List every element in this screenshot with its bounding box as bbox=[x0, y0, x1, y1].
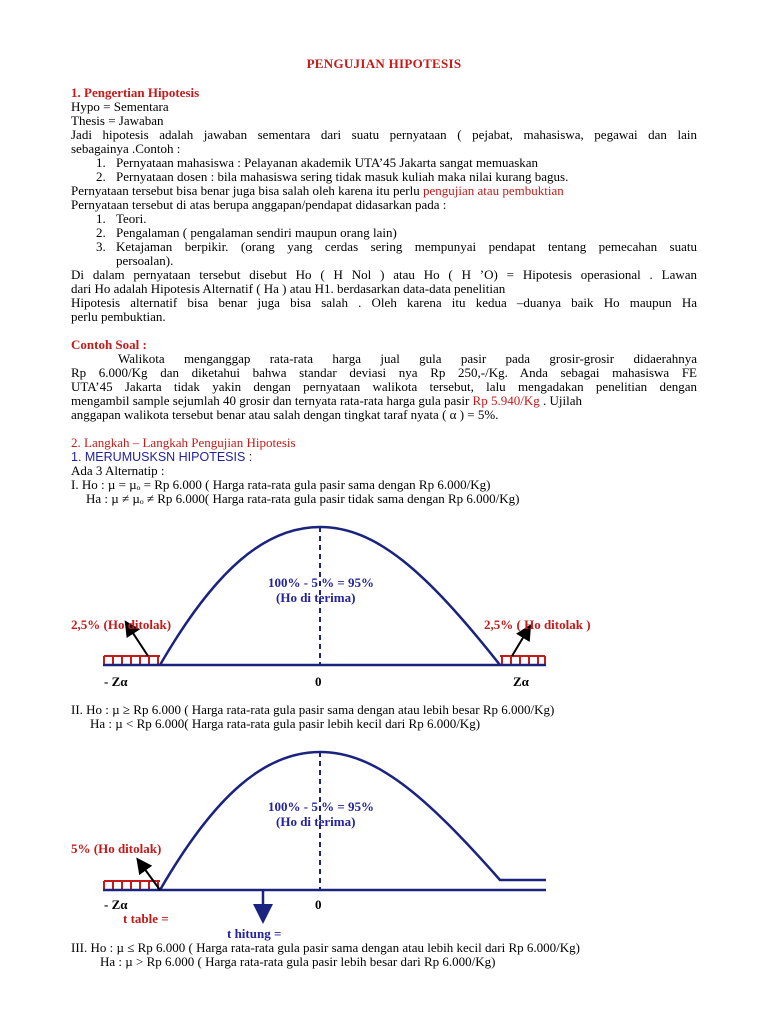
example-1-number: 1. bbox=[96, 155, 106, 170]
left-reject-label: 2,5% (Ho ditolak) bbox=[71, 617, 172, 632]
basis-2: Pengalaman ( pengalaman sendiri maupun orang lain) bbox=[116, 225, 397, 240]
center-axis-label-2: 0 bbox=[315, 897, 322, 912]
right-reject-arrow bbox=[512, 631, 527, 656]
paragraph-1a: Jadi hipotesis adalah jawaban sementara dari suatu pernyataan ( pejabat, mahasiswa, pegawai dan lain bbox=[71, 127, 697, 142]
example-line-4-end: . Ujilah bbox=[539, 393, 582, 408]
basis-2-number: 2. bbox=[96, 225, 106, 240]
example-2: Pernyataan dosen : bila mahasiswa sering tidak masuk kuliah maka nilai kurang bagus. bbox=[116, 169, 569, 184]
alternatives-intro: Ada 3 Alternatip : bbox=[71, 463, 165, 478]
paragraph-5a: Hipotesis alternatif bisa benar juga bisa salah . Oleh karena itu kedua –duanya baik Ho maupun Ha bbox=[71, 295, 697, 310]
paragraph-1b: sebagainya .Contoh : bbox=[71, 141, 181, 156]
basis-1: Teori. bbox=[116, 211, 147, 226]
page-title: PENGUJIAN HIPOTESIS bbox=[306, 56, 462, 71]
example-heading: Contoh Soal : bbox=[71, 337, 147, 352]
sample-mean-highlight: Rp 5.940/Kg bbox=[472, 393, 540, 408]
alt-2-ho: II. Ho : µ ≥ Rp 6.000 ( Harga rata-rata gula pasir sama dengan atau lebih besar Rp 6.000/Kg) bbox=[71, 702, 555, 717]
section-heading-langkah: 2. Langkah – Langkah Pengujian Hipotesis bbox=[71, 435, 296, 450]
basis-3b: persoalan). bbox=[116, 253, 174, 268]
left-reject-arrow-2 bbox=[141, 864, 160, 890]
basis-3-number: 3. bbox=[96, 239, 106, 254]
example-2-number: 2. bbox=[96, 169, 106, 184]
example-line-4-text: mengambil sample sejumlah 40 grosir dan ternyata rata-rata harga gula pasir bbox=[71, 393, 473, 408]
paragraph-2-highlight: pengujian atau pembuktian bbox=[422, 183, 564, 198]
left-reject-region bbox=[104, 656, 160, 665]
accept-percentage-2: 100% - 5 % = 95% bbox=[268, 799, 374, 814]
paragraph-2-text: Pernyataan tersebut bisa benar juga bisa salah oleh karena itu perlu bbox=[71, 183, 423, 198]
left-reject-label-2: 5% (Ho ditolak) bbox=[71, 841, 162, 856]
alt-3-ho: III. Ho : µ ≤ Rp 6.000 ( Harga rata-rata gula pasir sama dengan atau lebih kecil dari Rp 6.000/Kg) bbox=[71, 940, 580, 955]
left-reject-region-2 bbox=[104, 881, 160, 890]
basis-3a: Ketajaman berpikir. (orang yang cerdas sering mempunyai pendapat tentang pemecahan suatu bbox=[116, 239, 697, 254]
right-critical-label: Zα bbox=[513, 674, 529, 689]
section-heading-pengertian: 1. Pengertian Hipotesis bbox=[71, 85, 200, 100]
alt-3-ha: Ha : µ > Rp 6.000 ( Harga rata-rata gula pasir lebih besar dari Rp 6.000/Kg) bbox=[100, 954, 496, 969]
example-line-5: anggapan walikota tersebut benar atau salah dengan tingkat taraf nyata ( α ) = 5%. bbox=[71, 407, 499, 422]
left-tailed-diagram bbox=[0, 735, 768, 950]
example-line-3: UTA’45 Jakarta tidak yakin dengan pernyataan walikota tersebut, lalu mengadakan penelitian dengan bbox=[71, 379, 697, 394]
two-tailed-diagram bbox=[0, 510, 768, 700]
alt-1-ha: Ha : µ ≠ µₒ ≠ Rp 6.000( Harga rata-rata gula pasir tidak sama dengan Rp 6.000/Kg) bbox=[86, 491, 520, 506]
paragraph-5b: perlu pembuktian. bbox=[71, 309, 166, 324]
alt-1-ho: I. Ho : µ = µₒ = Rp 6.000 ( Harga rata-rata gula pasir sama dengan Rp 6.000/Kg) bbox=[71, 477, 491, 492]
example-line-2: Rp 6.000/Kg dan diketahui bahwa standar deviasi nya Rp 250,-/Kg. Anda sebagai mahasiswa FE bbox=[71, 365, 697, 380]
example-line-4 bbox=[71, 394, 697, 408]
accept-label: (Ho di terima) bbox=[276, 590, 356, 605]
right-reject-label: 2,5% ( Ho ditolak ) bbox=[484, 617, 591, 632]
paragraph-4a: Di dalam pernyataan tersebut disebut Ho ( H Nol ) atau Ho ( H ’O) = Hipotesis operasional . Lawan bbox=[71, 267, 697, 282]
accept-percentage: 100% - 5 % = 95% bbox=[268, 575, 374, 590]
paragraph-3: Pernyataan tersebut di atas berupa anggapan/pendapat didasarkan pada : bbox=[71, 197, 447, 212]
alt-2-ha: Ha : µ < Rp 6.000( Harga rata-rata gula pasir lebih kecil dari Rp 6.000/Kg) bbox=[90, 716, 481, 731]
left-critical-label-2: - Zα bbox=[104, 897, 128, 912]
center-axis-label: 0 bbox=[315, 674, 322, 689]
right-reject-region bbox=[500, 656, 545, 665]
basis-1-number: 1. bbox=[96, 211, 106, 226]
hypo-line: Hypo = Sementara bbox=[71, 99, 169, 114]
t-table-label: t table = bbox=[123, 911, 169, 926]
example-line-1: Walikota menganggap rata-rata harga jual gula pasir pada grosir-grosir didaerahnya bbox=[118, 351, 697, 366]
step-1-heading: 1. MERUMUSKSN HIPOTESIS : bbox=[71, 450, 253, 464]
accept-label-2: (Ho di terima) bbox=[276, 814, 356, 829]
paragraph-2 bbox=[71, 184, 564, 198]
left-critical-label: - Zα bbox=[104, 674, 128, 689]
t-hitung-label: t hitung = bbox=[227, 926, 282, 941]
paragraph-4b: dari Ho adalah Hipotesis Alternatif ( Ha ) atau H1. berdasarkan data-data penelitian bbox=[71, 281, 506, 296]
example-1: Pernyataan mahasiswa : Pelayanan akademik UTA’45 Jakarta sangat memuaskan bbox=[116, 155, 539, 170]
thesis-line: Thesis = Jawaban bbox=[71, 113, 164, 128]
